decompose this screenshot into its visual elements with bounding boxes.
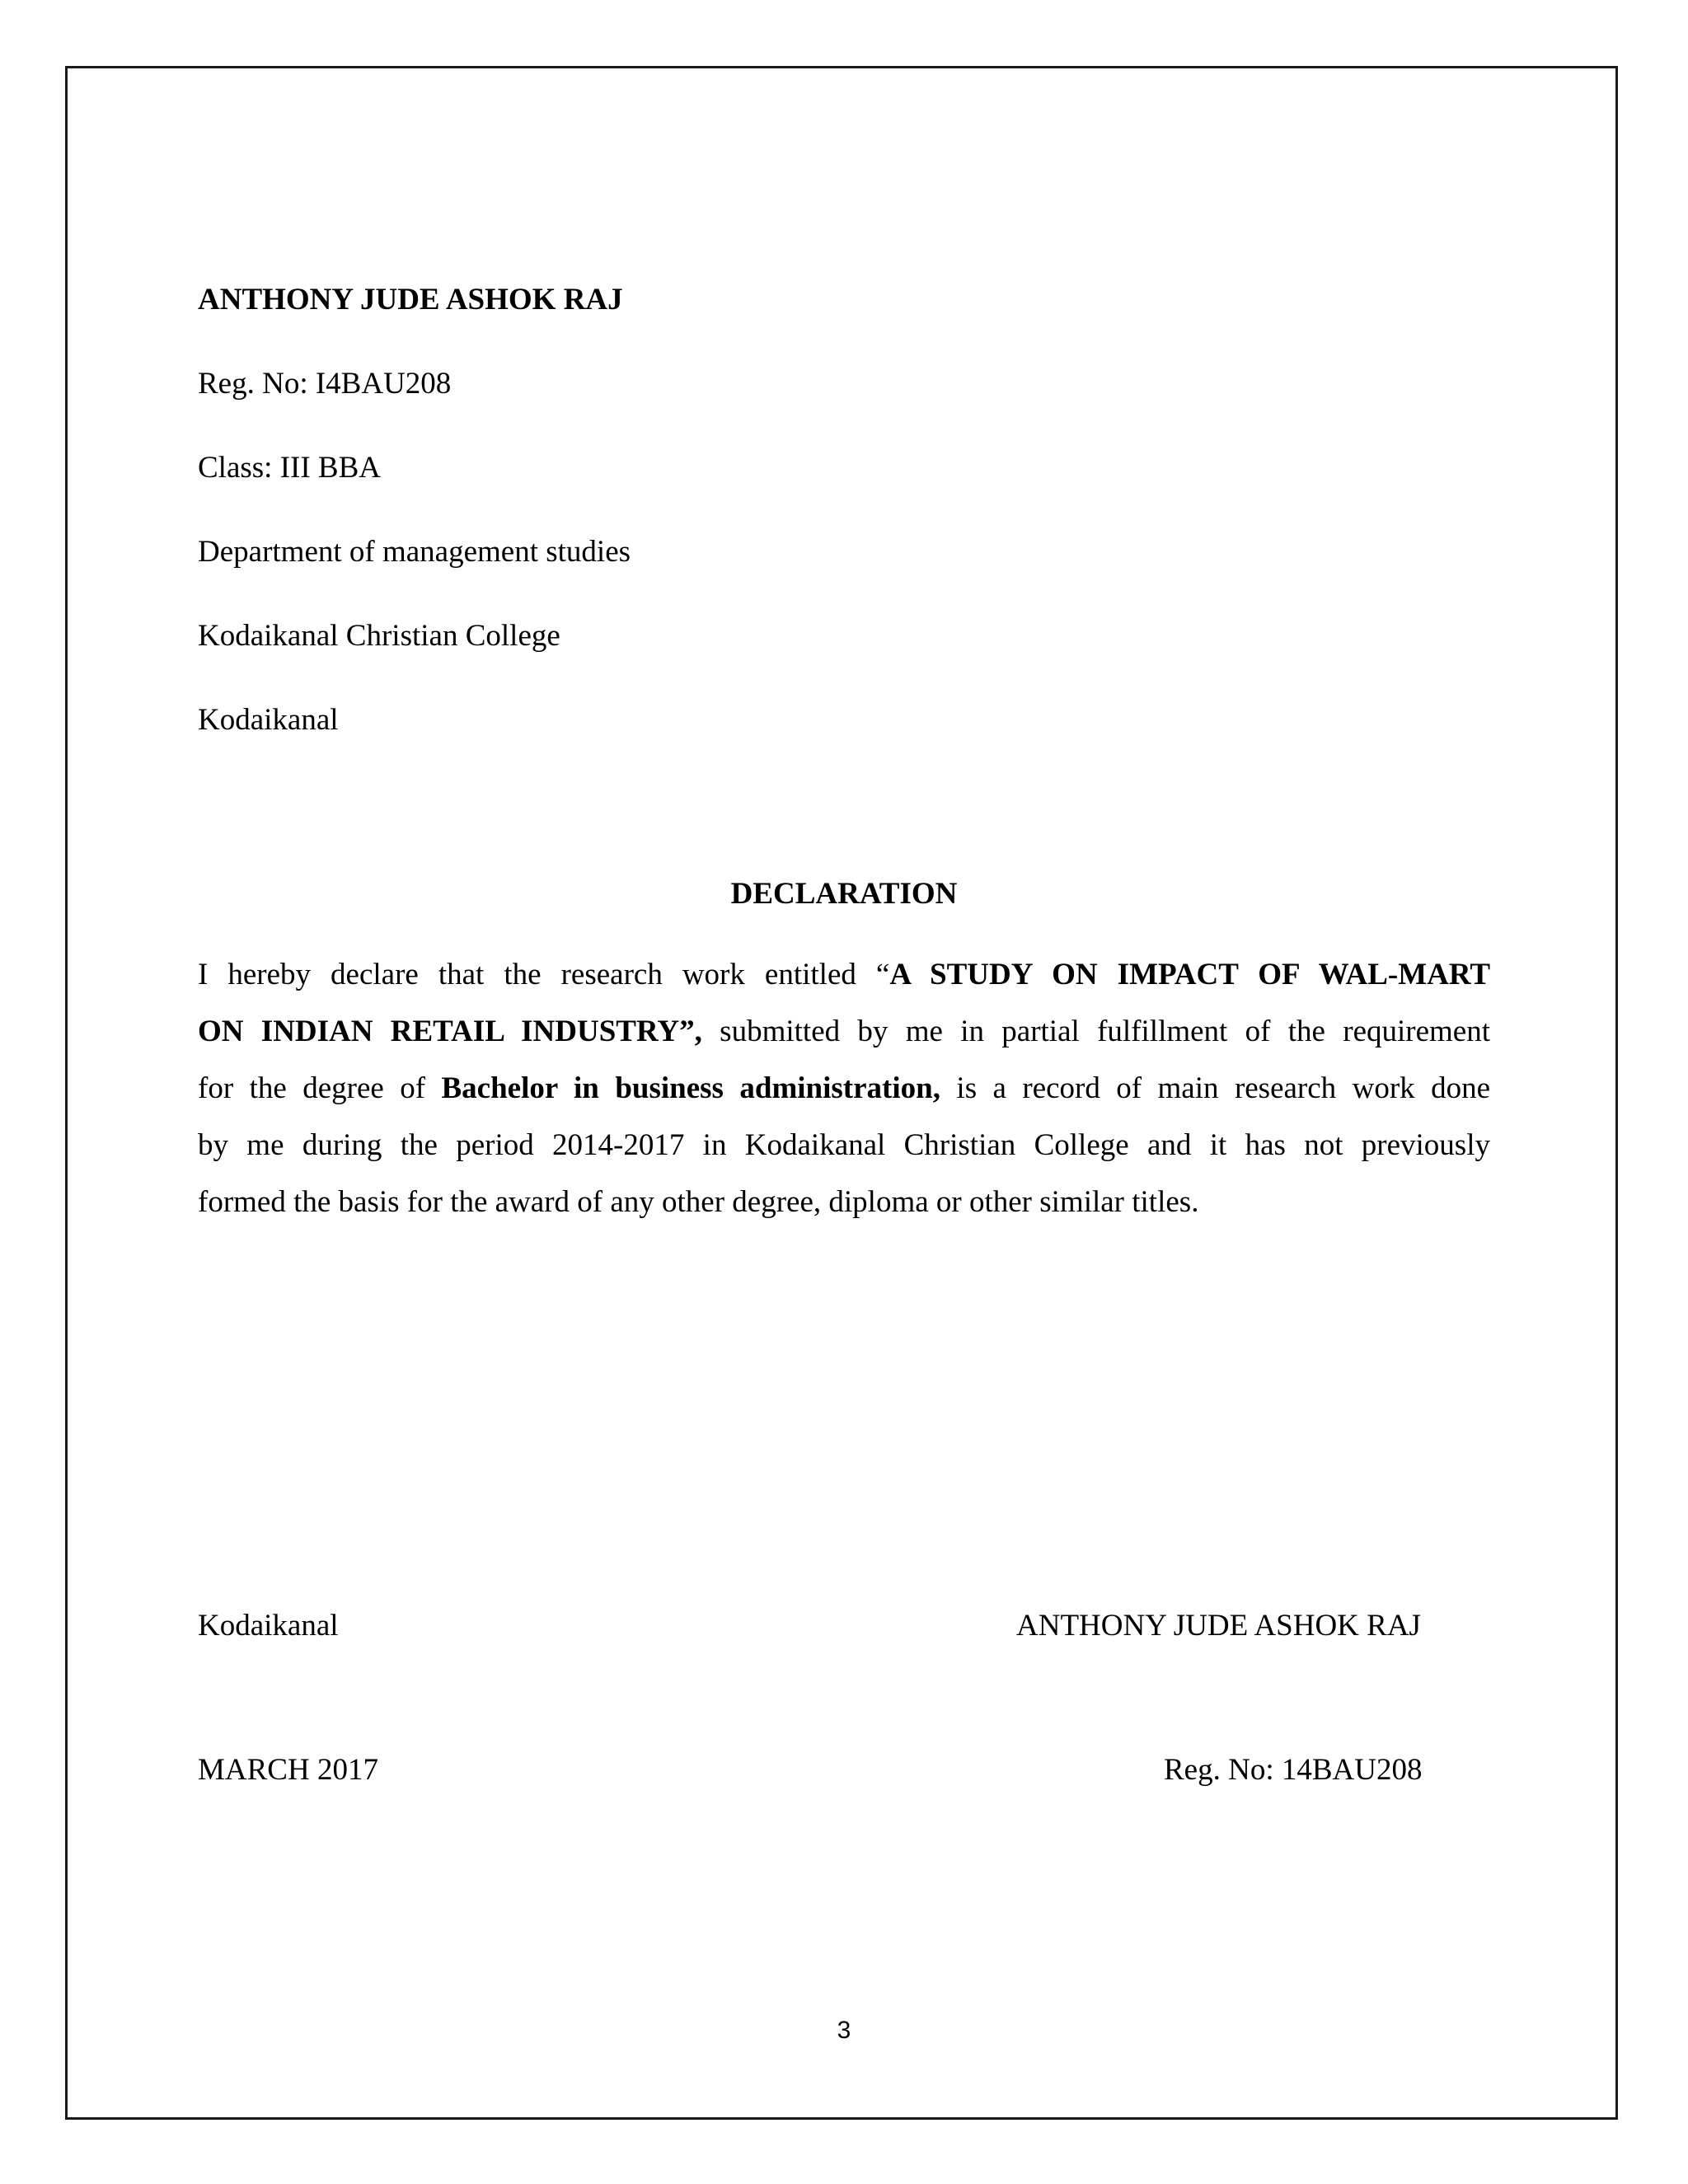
footer-date: MARCH 2017 [198, 1753, 378, 1787]
registration-number: Reg. No: I4BAU208 [198, 367, 452, 401]
declaration-line-3-bold: Bachelor in business administration, [441, 1071, 940, 1105]
page-number: 3 [837, 2017, 851, 2044]
declaration-line-2-tail: submitted by me in partial fulfillment of the requirement [701, 1015, 1490, 1048]
place-line: Kodaikanal [198, 703, 339, 737]
declaration-line-4 [198, 1130, 1490, 1160]
declaration-line-1 [198, 959, 1490, 990]
declaration-line-3 [198, 1073, 1490, 1104]
declaration-line-4-text: by me during the period 2014-2017 in Kodaikanal Christian College and it has not previously [198, 1128, 1490, 1162]
college-line: Kodaikanal Christian College [198, 619, 560, 653]
declaration-line-2-bold: ON INDIAN RETAIL INDUSTRY”, [198, 1015, 702, 1048]
student-name: ANTHONY JUDE ASHOK RAJ [198, 283, 623, 316]
footer-place: Kodaikanal [198, 1609, 339, 1643]
declaration-line-1-bold: A STUDY ON IMPACT OF WAL-MART [889, 958, 1490, 991]
declaration-title: DECLARATION [730, 877, 958, 911]
declaration-line-2 [198, 1016, 1490, 1047]
declaration-line-5-text: formed the basis for the award of any other degree, diploma or other similar titles. [198, 1185, 1199, 1219]
declaration-line-1-text: I hereby declare that the research work entitled “ [198, 958, 890, 991]
declaration-line-5 [198, 1187, 1490, 1217]
signatory-registration-number: Reg. No: 14BAU208 [1164, 1753, 1423, 1787]
declaration-line-3-tail: is a record of main research work done [940, 1071, 1490, 1105]
declaration-line-3-text: for the degree of [198, 1071, 442, 1105]
signatory-name: ANTHONY JUDE ASHOK RAJ [1016, 1609, 1421, 1643]
department-line: Department of management studies [198, 535, 631, 569]
class-line: Class: III BBA [198, 451, 381, 485]
